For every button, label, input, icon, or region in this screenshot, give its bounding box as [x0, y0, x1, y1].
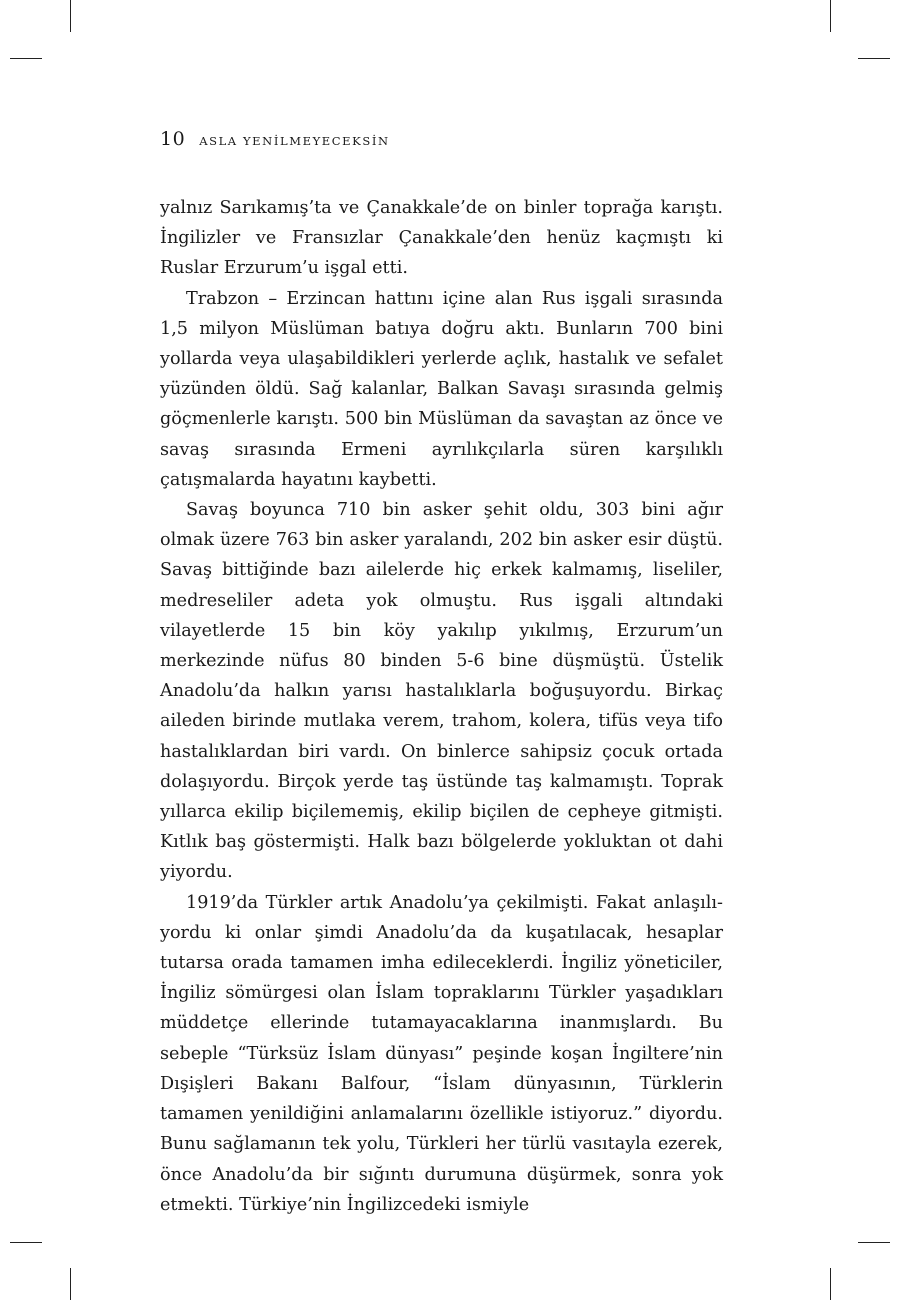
page-number: 10	[160, 128, 186, 150]
crop-mark-bottom-left-vertical	[70, 1268, 71, 1300]
crop-mark-top-right-vertical	[830, 0, 831, 32]
crop-mark-top-right-horizontal	[858, 58, 890, 59]
crop-mark-top-left-horizontal	[10, 58, 42, 59]
crop-mark-bottom-right-horizontal	[858, 1242, 890, 1243]
crop-mark-bottom-right-vertical	[830, 1268, 831, 1300]
book-title: ASLA YENİLMEYECEKSİN	[199, 134, 390, 148]
paragraph: Trabzon – Erzincan hattını içine alan Rus işgali sırasında 1,5 milyon Müslüman batıya doğru aktı. Bunların 700 bini yollarda veya ulaşabildikleri yerlerde açlık, hastalık ve sefalet yüzünden öldü. Sağ kalanlar, Balkan Savaşı sırasında gelmiş göçmenlerle karıştı. 500 bin Müslüman da savaştan az önce ve savaş sırasında Ermeni ayrılıkçılarla süren karşılıklı çatışmalarda hayatını kaybetti.	[160, 288, 723, 490]
paragraph: 1919’da Türkler artık Anadolu’ya çekilmişti. Fakat anlaşılıyordu ki onlar şimdi Anadolu’da da kuşatılacak, hesaplar tutarsa orada tamamen imha edileceklerdi. İngiliz yöneticiler, İngiliz sömürgesi olan İslam topraklarını Türkler yaşadıkları müddetçe ellerinde tutamayacaklarına inanmışlardı. Bu sebeple “Türksüz İslam dünyası” peşinde koşan İngiltere’nin Dışişleri Bakanı Balfour, “İslam dünyasının, Türklerin tamamen yenildiğini anlamalarını özellikle istiyoruz.” diyordu. Bunu sağlamanın tek yolu, Türkleri her türlü vasıtayla ezerek, önce Anadolu’da bir sığıntı durumuna düşürmek, sonra yok etmekti. Türkiye’nin İngilizcedeki ismiyle	[160, 892, 723, 1215]
body-text	[160, 193, 723, 1220]
paragraph: Savaş boyunca 710 bin asker şehit oldu, 303 bini ağır olmak üzere 763 bin asker yaralandı, 202 bin asker esir düştü. Savaş bittiğinde bazı ailelerde hiç erkek kalmamış, liseliler, medreseliler adeta yok olmuştu. Rus işgali altındaki vilayetlerde 15 bin köy yakılıp yıkılmış, Erzurum’un merkezinde nüfus 80 binden 5-6 bine düşmüştü. Üstelik Anadolu’da halkın yarısı hastalıklarla boğuşuyordu. Birkaç aileden birinde mutlaka verem, trahom, kolera, tifüs veya tifo hastalıklardan biri vardı. On binlerce sahipsiz çocuk ortada dolaşıyordu. Birçok yerde taş üstünde taş kalmamıştı. Toprak yıllarca ekilip biçilememiş, ekilip biçilen de cepheye gitmişti. Kıtlık baş göstermişti. Halk bazı bölgelerde yokluktan ot dahi yiyordu.	[160, 500, 723, 883]
crop-mark-bottom-left-horizontal	[10, 1242, 42, 1243]
running-head	[160, 128, 390, 150]
paragraph: yalnız Sarıkamış’ta ve Çanakkale’de on binler toprağa karıştı. İngilizler ve Fransızlar Çanakkale’den henüz kaçmıştı ki Ruslar Erzurum’u işgal etti.	[160, 198, 723, 279]
crop-mark-top-left-vertical	[70, 0, 71, 32]
